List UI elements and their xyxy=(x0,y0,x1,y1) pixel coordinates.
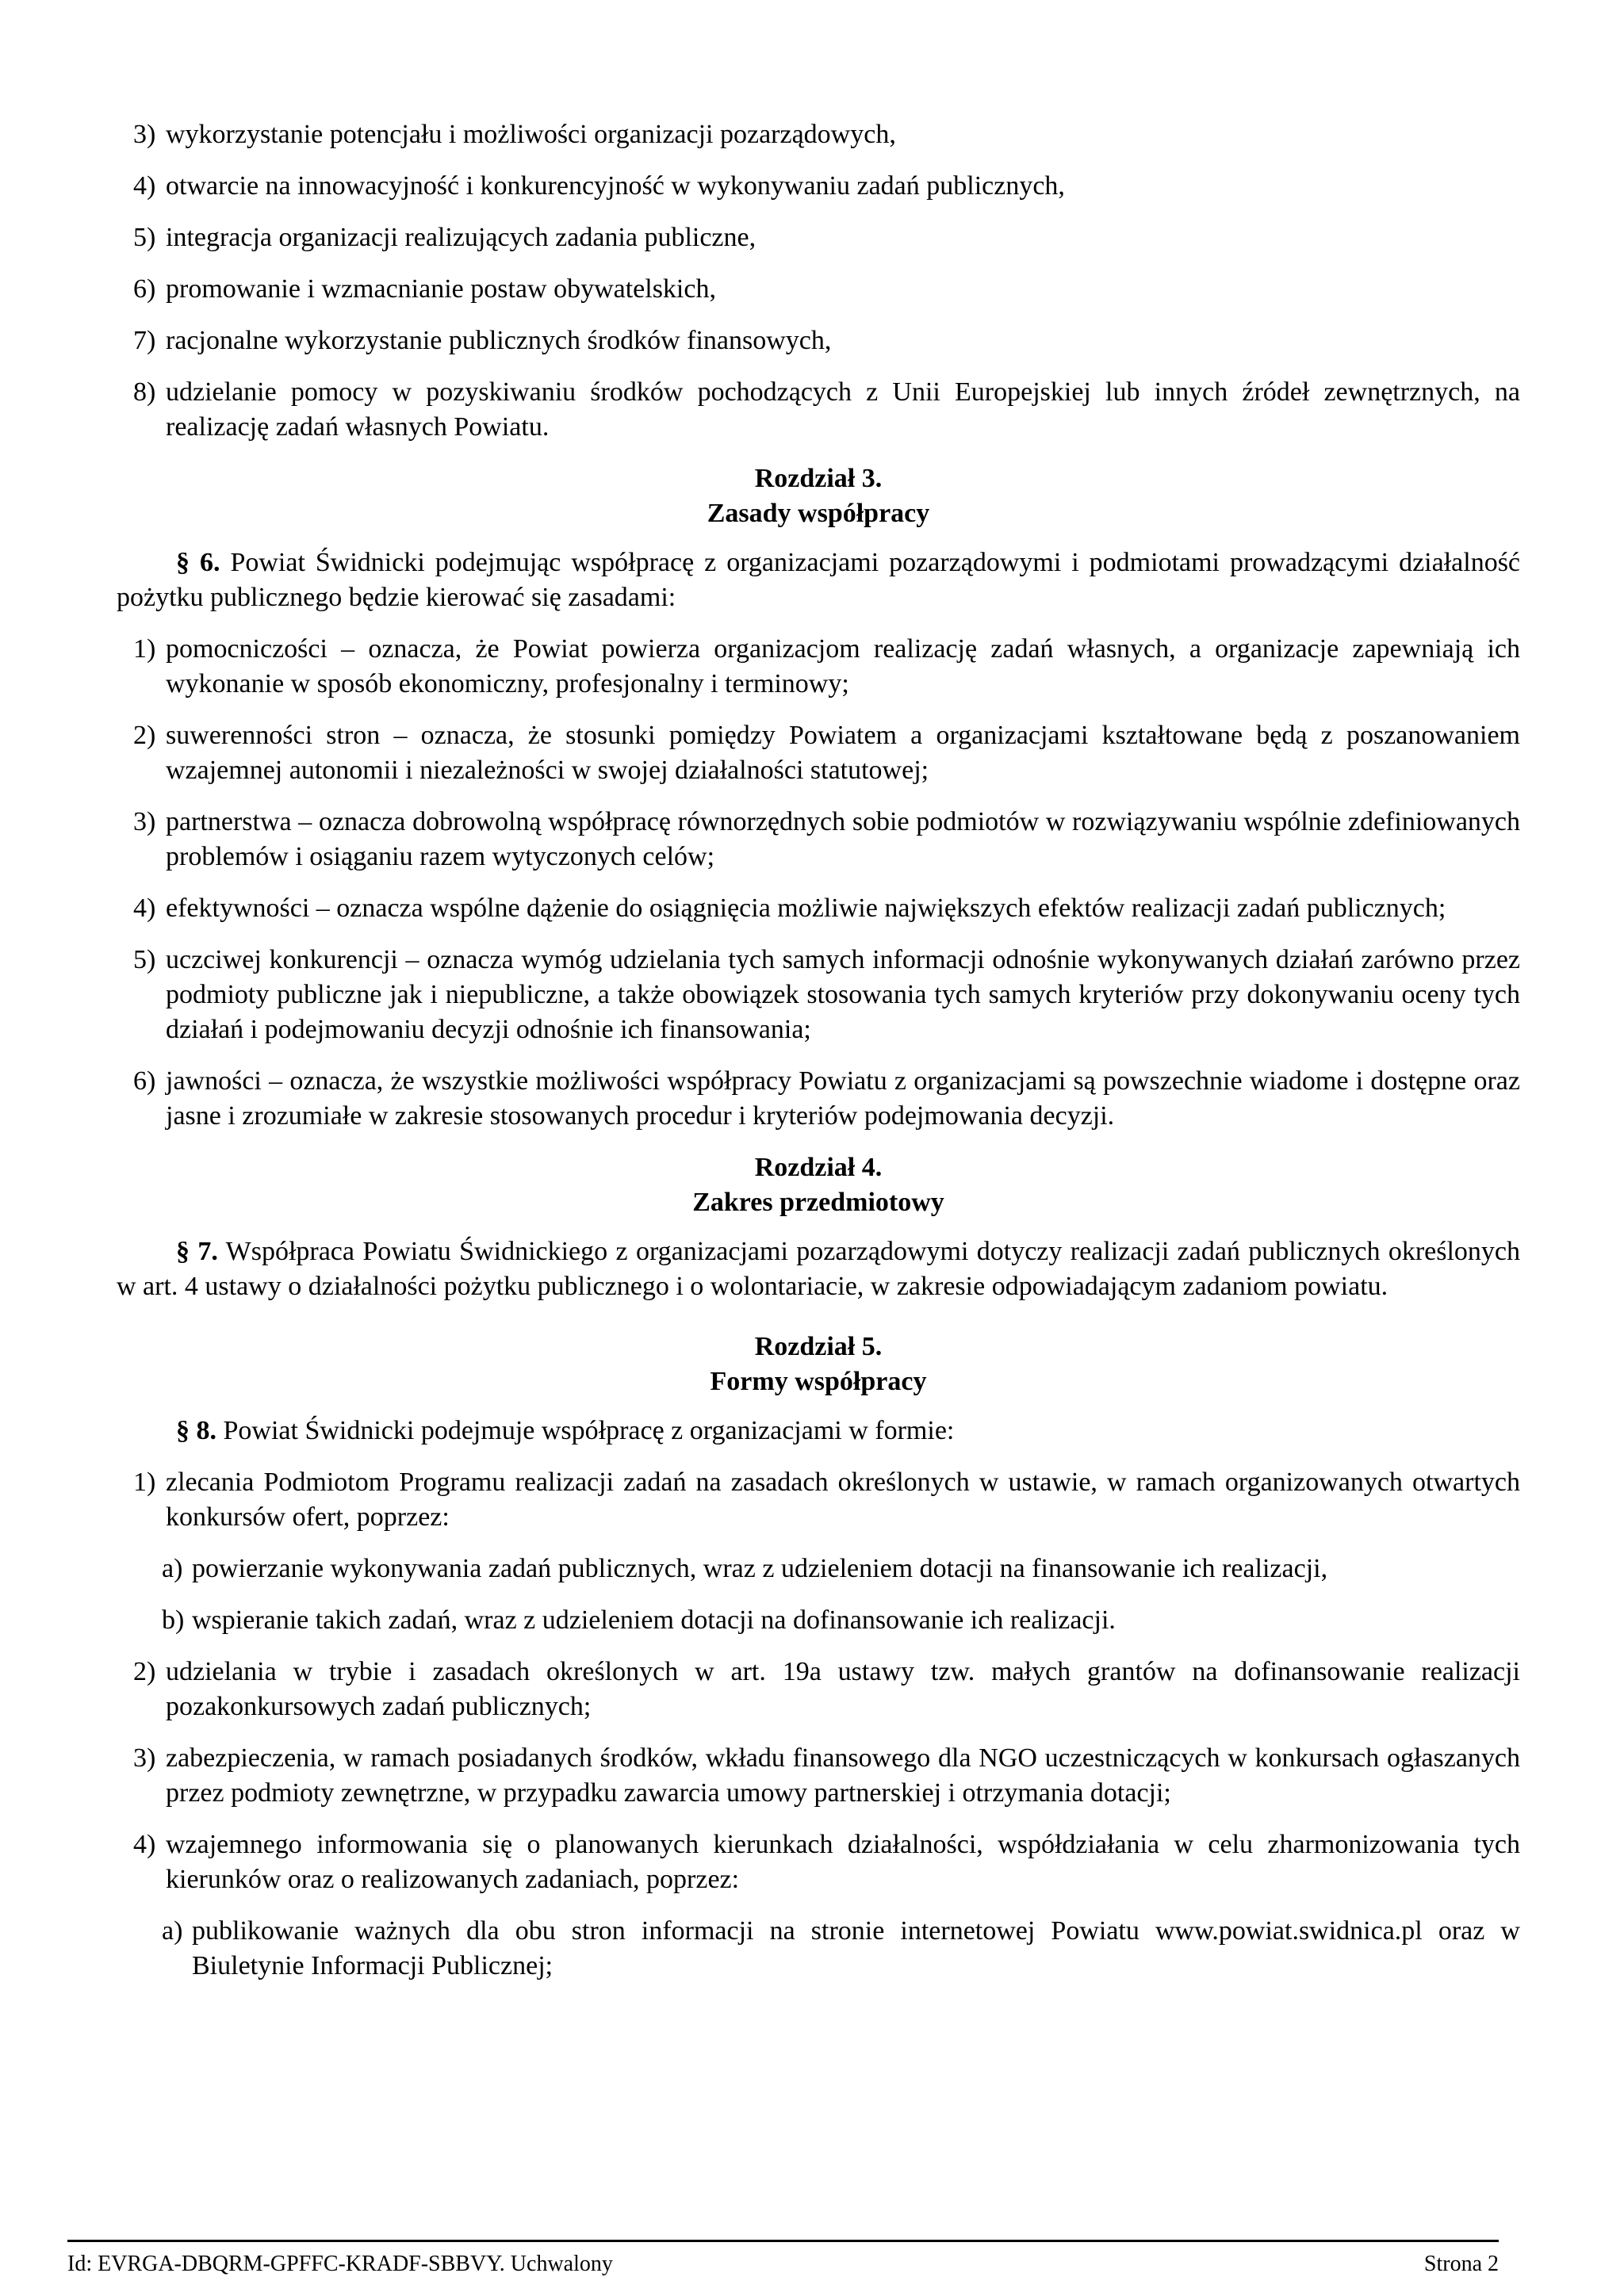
list-item: 1) pomocniczości – oznacza, że Powiat powierza organizacjom realizację zadań własnych, a organizacje zapewniają ich wykonanie w sposób ekonomiczny, profesjonalny i terminowy; xyxy=(133,634,1520,698)
paragraph-6: § 6. Powiat Świdnicki podejmując współpracę z organizacjami pozarządowymi i podmiotami prowadzącymi działalność pożytku publicznego będzie kierować się zasadami: xyxy=(117,548,1521,612)
list-item: 5) integracja organizacji realizujących zadania publiczne, xyxy=(133,223,756,252)
list-item: 2) suwerenności stron – oznacza, że stosunki pomiędzy Powiatem a organizacjami kształtowane będą z poszanowaniem wzajemnej autonomii i niezależności w swojej działalności statutowej; xyxy=(133,721,1520,785)
chapter-heading-4 xyxy=(117,1150,1520,1220)
footer-divider xyxy=(67,2240,1499,2242)
list-item: 3) partnerstwa – oznacza dobrowolną współpracę równorzędnych sobie podmiotów w rozwiązywaniu wspólnie zdefiniowanych problemów i osiąganiu razem wytyczonych celów; xyxy=(133,807,1520,871)
sub-list-item: a) publikowanie ważnych dla obu stron informacji na stronie internetowej Powiatu www.powiat.swidnica.pl oraz w Biuletynie Informacji Publicznej; xyxy=(162,1916,1520,1980)
list-item: 8) udzielanie pomocy w pozyskiwaniu środków pochodzących z Unii Europejskiej lub innych źródeł zewnętrznych, na realizację zadań własnych Powiatu. xyxy=(133,377,1520,442)
page-footer xyxy=(67,2250,1499,2279)
list-item: 6) jawności – oznacza, że wszystkie możliwości współpracy Powiatu z organizacjami są powszechnie wiadome i dostępne oraz jasne i zrozumiałe w zakresie stosowanych procedur i kryteriów podejmowania decyzji. xyxy=(133,1066,1520,1131)
list-item: 7) racjonalne wykorzystanie publicznych środków finansowych, xyxy=(133,326,832,355)
list-item: 4) otwarcie na innowacyjność i konkurencyjność w wykonywaniu zadań publicznych, xyxy=(133,171,1065,201)
list-item: 2) udzielania w trybie i zasadach określonych w art. 19a ustawy tzw. małych grantów na dofinansowanie realizacji pozakonkursowych zadań publicznych; xyxy=(133,1657,1520,1721)
list-item: 6) promowanie i wzmacnianie postaw obywatelskich, xyxy=(133,274,716,304)
chapter-title: Zakres przedmiotowy xyxy=(692,1188,944,1217)
document-body xyxy=(117,117,1520,2000)
list-item: 5) uczciwej konkurencji – oznacza wymóg udzielania tych samych informacji odnośnie wykonywanych działań zarówno przez podmioty publiczne jak i niepubliczne, a także obowiązek stosowania tych samych kryteriów przy dokonywaniu oceny tych działań i podejmowaniu decyzji odnośnie ich finansowania; xyxy=(133,945,1520,1044)
sub-list-item: b) wspieranie takich zadań, wraz z udzieleniem dotacji na dofinansowanie ich realizacji. xyxy=(162,1605,1116,1635)
list-item: 1) zlecania Podmiotom Programu realizacji zadań na zasadach określonych w ustawie, w ramach organizowanych otwartych konkursów ofert, poprzez: xyxy=(133,1468,1520,1532)
list-item: 3) wykorzystanie potencjału i możliwości organizacji pozarządowych, xyxy=(133,120,896,149)
chapter-heading-3 xyxy=(117,461,1520,531)
chapter-number: Rozdział 4. xyxy=(754,1153,883,1182)
chapter-title: Formy współpracy xyxy=(710,1367,927,1396)
section-sign: § 8. xyxy=(176,1416,216,1445)
list-continued xyxy=(117,117,1520,445)
list-item: 4) wzajemnego informowania się o planowanych kierunkach działalności, współdziałania w celu zharmonizowania tych kierunków oraz o realizowanych zadaniach, poprzez: xyxy=(133,1830,1520,1894)
chapter-title: Zasady współpracy xyxy=(707,499,930,528)
list-item: 3) zabezpieczenia, w ramach posiadanych środków, wkładu finansowego dla NGO uczestniczących w konkursach ogłaszanych przez podmioty zewnętrzne, w przypadku zawarcia umowy partnerskiej i otrzymania dotacji; xyxy=(133,1743,1520,1808)
section-sign: § 6. xyxy=(176,548,220,577)
document-id: Id: EVRGA-DBQRM-GPFFC-KRADF-SBBVY. Uchwalony xyxy=(67,2252,613,2276)
forms-list xyxy=(117,1465,1520,1984)
chapter-heading-5 xyxy=(117,1330,1520,1399)
sub-list-item: a) powierzanie wykonywania zadań publicznych, wraz z udzieleniem dotacji na finansowanie ich realizacji, xyxy=(162,1554,1328,1583)
chapter-number: Rozdział 3. xyxy=(754,464,883,493)
principles-list xyxy=(117,632,1520,1134)
paragraph-7: § 7. Współpraca Powiatu Świdnickiego z organizacjami pozarządowymi dotyczy realizacji zadań publicznych określonych w art. 4 ustawy o działalności pożytku publicznego i o wolontariacie, w zakresie odpowiadającym zadaniom powiatu. xyxy=(117,1237,1521,1301)
page-number: Strona 2 xyxy=(1423,2252,1499,2276)
section-sign: § 7. xyxy=(176,1237,218,1266)
chapter-number: Rozdział 5. xyxy=(754,1332,883,1361)
list-item: 4) efektywności – oznacza wspólne dążenie do osiągnięcia możliwie największych efektów realizacji zadań publicznych; xyxy=(133,894,1446,923)
paragraph-8: § 8. Powiat Świdnicki podejmuje współpracę z organizacjami w formie: xyxy=(176,1416,955,1445)
